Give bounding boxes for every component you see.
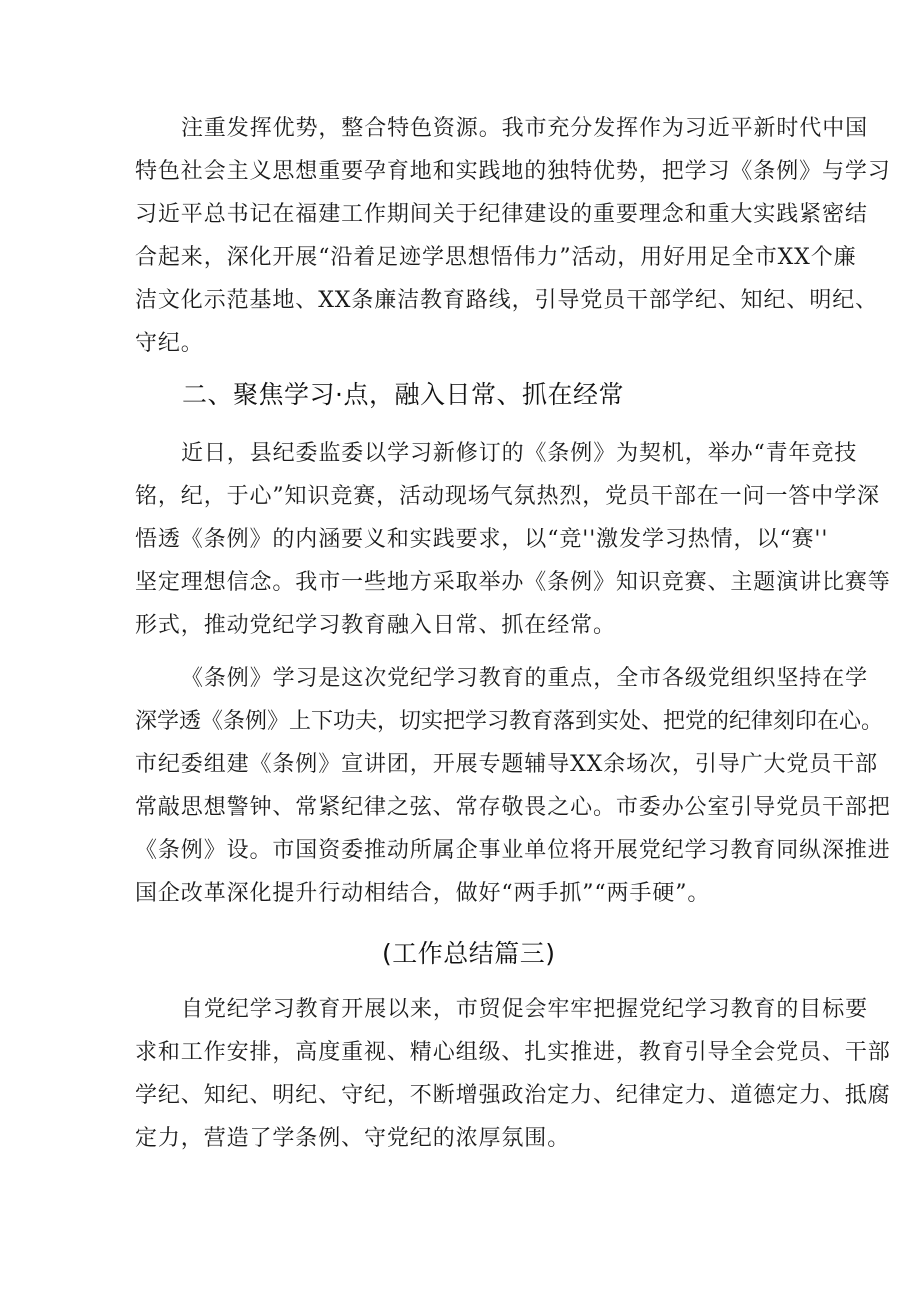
- paragraph-line: 学纪、知纪、明纪、守纪，不断增强政治定力、纪律定力、道德定力、抵腐: [135, 1083, 891, 1108]
- section-heading: 二、聚焦学习·点，融入日常、抓在经常: [182, 380, 624, 409]
- paragraph-line: 合起来，深化开展“沿着足迹学思想悟伟力”活动，用好用足全市XX个廉: [135, 245, 857, 270]
- paragraph-line: 定力，营造了学条例、守党纪的浓厚氛围。: [135, 1126, 571, 1151]
- paragraph-line: 洁文化示范基地、XX条廉洁教育路线，引导党员干部学纪、知纪、明纪、: [135, 288, 879, 313]
- section-title: (工作总结篇三): [382, 939, 556, 968]
- paragraph-line: 《条例》学习是这次党纪学习教育的重点，全市各级党组织坚持在学: [181, 666, 869, 691]
- paragraph-line: 形式，推动党纪学习教育融入日常、抓在经常。: [135, 613, 616, 638]
- paragraph-line: 近日，县纪委监委以学习新修订的《条例》为契机，举办“青年竞技: [181, 441, 858, 466]
- paragraph-line: 自党纪学习教育开展以来，市贸促会牢牢把握党纪学习教育的目标要: [181, 997, 869, 1022]
- paragraph-line: 悟透《条例》的内涵要义和实践要求，以“竞''激发学习热情，以“赛'': [135, 527, 829, 552]
- paragraph-line: 守纪。: [135, 331, 204, 356]
- paragraph-line: 国企改革深化提升行动相结合，做好“两手抓”“两手硬”。: [135, 881, 711, 906]
- paragraph-line: 深学透《条例》上下功夫，切实把学习教育落到实处、把党的纪律刻印在心。: [135, 709, 884, 734]
- paragraph-line: 坚定理想信念。我市一些地方采取举办《条例》知识竞赛、主题演讲比赛等: [135, 570, 891, 595]
- paragraph-line: 注重发挥优势，整合特色资源。我市充分发挥作为习近平新时代中国: [181, 116, 869, 141]
- paragraph-line: 铭，纪，于心”知识竞赛，活动现场气氛热烈，党员干部在一问一答中学深: [135, 484, 880, 509]
- paragraph-line: 市纪委组建《条例》宣讲团，开展专题辅导XX余场次，引导广大党员干部: [135, 752, 879, 777]
- paragraph-line: 特色社会主义思想重要孕育地和实践地的独特优势，把学习《条例》与学习: [135, 159, 891, 184]
- paragraph-line: 《条例》设。市国资委推动所属企事业单位将开展党纪学习教育同纵深推进: [135, 838, 891, 863]
- paragraph-line: 求和工作安排，高度重视、精心组级、扎实推进，教育引导全会党员、干部: [135, 1040, 891, 1065]
- paragraph-line: 常敲思想警钟、常紧纪律之弦、常存敬畏之心。市委办公室引导党员干部把: [135, 795, 891, 820]
- paragraph-line: 习近平总书记在福建工作期间关于纪律建设的重要理念和重大实践紧密结: [135, 202, 868, 227]
